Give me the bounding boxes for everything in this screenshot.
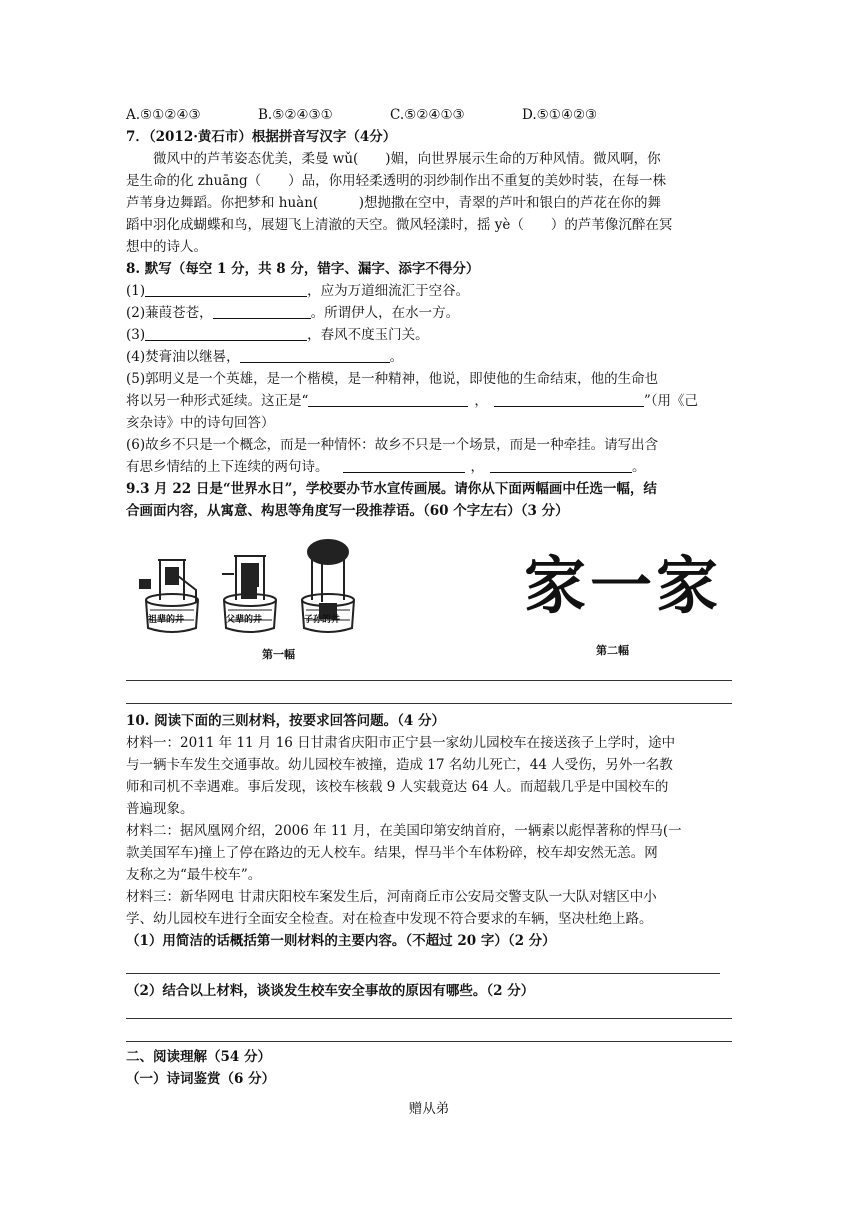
section-2-title: 二、阅读理解（54 分）	[126, 1049, 271, 1065]
q8-item-5: (5)郭明义是一个英雄，是一个楷模，是一种精神，他说，即使他的生命结束，他的生命也	[126, 371, 659, 387]
q7-line: 是生命的化 zhuāng（ ）品，你用轻柔透明的羽纱制作出不重复的美妙时装，在每一株	[126, 173, 667, 189]
material-2-line: 材料二：据风凰网介绍，2006 年 11 月，在美国印第安纳首府，一辆素以彪悍著称的悍马(一	[126, 823, 682, 839]
q9-title-line2: 合画面内容，从寓意、构思等角度写一段推荐语。（60 个字左右）（3 分）	[126, 503, 569, 519]
answer-line[interactable]	[126, 680, 732, 681]
answer-line[interactable]	[126, 973, 720, 974]
blank[interactable]	[240, 348, 390, 363]
q10-sub-2: （2）结合以上材料，谈谈发生校车安全事故的原因有哪些。（2 分）	[126, 983, 535, 999]
figure-caption-2: 第二幅	[596, 644, 629, 657]
blank[interactable]	[213, 304, 311, 319]
material-3-line: 材料三：新华网电 甘肃庆阳校车案发生后，河南商丘市公安局交警支队一大队对辖区中小	[126, 889, 657, 905]
well-label: 父辈的井	[226, 615, 263, 625]
blank[interactable]	[145, 282, 307, 297]
q9-figures	[126, 530, 732, 680]
q9-title: 9.3 月 22 日是“世界水日”，学校要办节水宣传画展。请你从下面两幅画中任选一幅，结	[126, 481, 657, 497]
section-2-subtitle: （一）诗词鉴赏（6 分）	[126, 1071, 276, 1087]
q6-options	[126, 104, 732, 126]
q8-item-1: (1) ，应为万道细流汇于空谷。	[126, 283, 470, 299]
well-label: 祖辈的井	[148, 615, 185, 625]
material-1-line: 材料一：2011 年 11 月 16 日甘肃省庆阳市正宁县一家幼儿园校车在接送孩子上学时，途中	[126, 735, 676, 751]
option-c: C.⑤②④①③	[390, 107, 465, 123]
q8-item-5-line2: 将以另一种形式延续。这正是“ ， ”（用《己	[126, 393, 699, 409]
q8-item-6: (6)故乡不只是一个概念，而是一种情怀：故乡不只是一个场景，而是一种牵挂。请写出含	[126, 437, 659, 453]
answer-line[interactable]	[126, 1018, 732, 1019]
q10-title: 10. 阅读下面的三则材料，按要求回答问题。（4 分）	[126, 713, 446, 729]
blank[interactable]	[343, 458, 465, 473]
answer-line[interactable]	[126, 703, 732, 704]
q7-title: 7．（2012·黄石市）根据拼音写汉字（4分）	[126, 129, 397, 145]
document-page	[126, 104, 732, 1120]
material-1-line: 师和司机不幸遇难。事后发现，该校车核载 9 人实载竟达 64 人。而超载几乎是中国校车的	[126, 779, 669, 795]
blank[interactable]	[490, 458, 632, 473]
option-a: A.⑤①②④③	[126, 107, 201, 123]
q7-line: 微风中的芦苇姿态优美，柔曼 wǔ( )媚，向世界展示生命的万种风情。微风啊，你	[153, 151, 661, 167]
material-1-line: 普遍现象。	[126, 801, 194, 817]
q8-item-3: (3) ，春风不度玉门关。	[126, 327, 429, 343]
q8-title: 8. 默写（每空 1 分，共 8 分，错字、漏字、添字不得分）	[126, 261, 480, 277]
material-2-line: 款美国军车)撞上了停在路边的无人校车。结果，悍马半个车体粉碎，校车却安然无恙。网	[126, 845, 658, 861]
q8-item-2: (2)蒹葭苍苍， 。所谓伊人，在水一方。	[126, 305, 460, 321]
q7-line: 蹈中羽化成蝴蝶和鸟，展翅飞上清澈的天空。微风轻漾时，摇 yè（ ）的芦苇像沉醉在冥	[126, 217, 673, 233]
blank[interactable]	[494, 392, 644, 407]
calligraphy-image: 家一家	[524, 549, 723, 622]
q8-item-6-line2: 有思乡情结的上下连续的两句诗。 ， 。	[126, 459, 646, 475]
material-2-line: 友称之为“最牛校车”。	[126, 867, 262, 883]
option-d: D.⑤①④②③	[522, 107, 598, 123]
q7-line: 芦苇身边舞蹈。你把梦和 huàn( )想抛撒在空中，青翠的芦叶和银白的芦花在你的舞	[126, 195, 661, 211]
q8-item-4: (4)焚膏油以继晷， 。	[126, 349, 404, 365]
q8-item-5-line3: 亥杂诗》中的诗句回答）	[126, 415, 275, 431]
material-1-line: 与一辆卡车发生交通事故。幼儿园校车被撞，造成 17 名幼儿死亡，44 人受伤，另外一名教	[126, 757, 673, 773]
figure-caption-1: 第一幅	[262, 648, 295, 661]
well-drawings	[136, 530, 366, 675]
q10-sub-1: （1）用简洁的话概括第一则材料的主要内容。（不超过 20 字）（2 分）	[126, 933, 556, 949]
well-label: 子孙的井	[304, 615, 341, 625]
q7-line: 想中的诗人。	[126, 239, 207, 255]
option-b: B.⑤②④③①	[258, 107, 333, 123]
poem-title: 赠从弟	[408, 1101, 450, 1117]
answer-line[interactable]	[126, 1041, 732, 1042]
blank[interactable]	[145, 326, 307, 341]
blank[interactable]	[308, 392, 468, 407]
material-3-line: 学、幼儿园校车进行全面安全检查。对在检查中发现不符合要求的车辆，坚决杜绝上路。	[126, 911, 653, 927]
